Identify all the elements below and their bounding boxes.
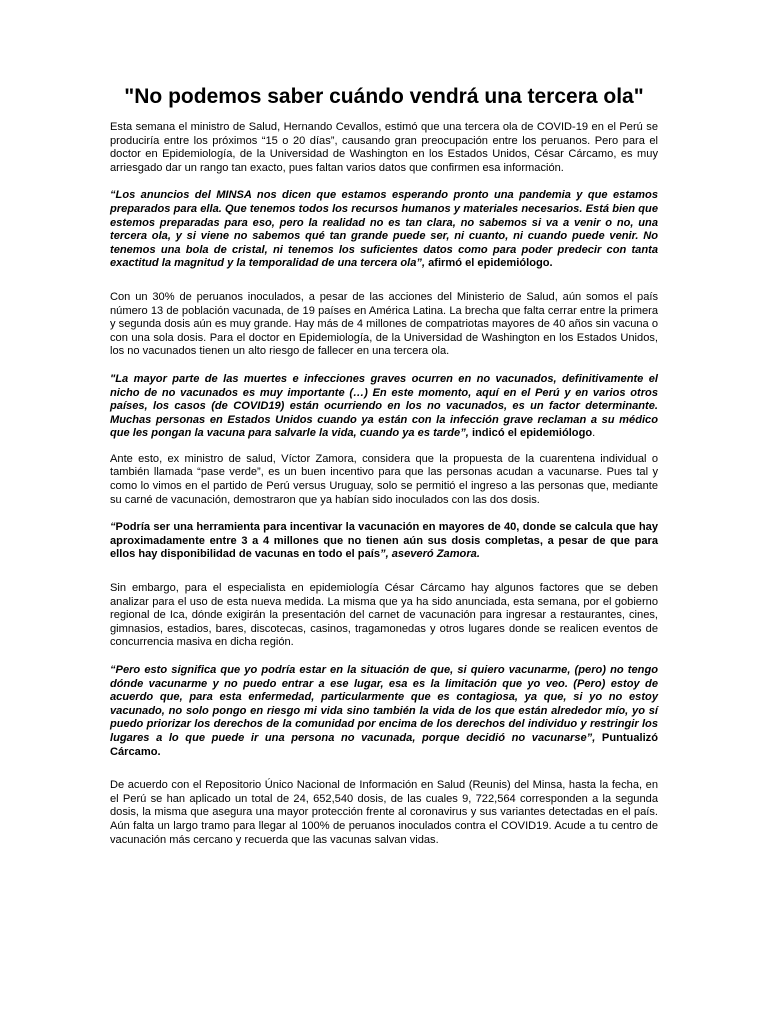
- paragraph-reunis: De acuerdo con el Repositorio Único Nacional de Información en Salud (Reunis) del Minsa, hasta la fecha, en el Perú se han aplicado un total de 24, 652,540 dosis, de las cuales 9, 722,564 corresponden a la segunda dosis, la misma que asegura una mayor protección frente al coronavirus y sus variantes detectadas en el país. Aún falta un largo tramo para llegar al 100% de peruanos inoculados contra el COVID19. Acude a tu centro de vacunación más cercano y recuerda que las vacunas salvan vidas.: [110, 779, 658, 846]
- quote-text: "La mayor parte de las muertes e infecciones graves ocurren en no vacunados, definitivamente el nicho de no vacunados es muy importante (…) En este momento, aquí en el Perú y en varios otros países, los casos (de COVID19) están ocurriendo en los no vacunados, es un factor determinante. Muchas personas en Estados Unidos cuando ya están con la infección grave reclaman a su médico que les pongan la vacuna para salvarle la vida, cuando ya es tarde”,: [110, 372, 658, 440]
- quote-end: .: [592, 427, 596, 440]
- paragraph-intro: Esta semana el ministro de Salud, Hernando Cevallos, estimó que una tercera ola de COVID-19 en el Perú se produciría entre los próximos “15 o 20 días”, causando gran preocupación entre los peruanos. Pero para el doctor en Epidemiología, de la Universidad de Washington en los Estados Unidos, César Cárcamo, es muy arriesgado dar un rango tan exacto, pues faltan varios datos que confirmen esa información.: [110, 121, 658, 174]
- quote-carcamo-1: [110, 189, 658, 271]
- quote-carcamo-3: [110, 664, 658, 759]
- quote-text: Podría ser una herramienta para incentivar la vacunación en mayores de 40, donde se calcula que hay aproximadamente entre 3 a 4 millones que no tienen aún sus dosis completas, a pesar de que para ellos hay disponibilidad de vacunas en todo el país: [110, 521, 658, 561]
- quote-attribution: ”, aseveró Zamora.: [380, 548, 480, 561]
- quote-attribution: indicó el epidemiólogo: [468, 427, 593, 440]
- quote-carcamo-2: [110, 373, 658, 441]
- quote-open-mark: “: [110, 521, 116, 534]
- paragraph-ica-measure: Sin embargo, para el especialista en epidemiología César Cárcamo hay algunos factores que se deben analizar para el uso de esta nueva medida. La misma que ya ha sido anunciada, esta semana, por el gobierno regional de Ica, dónde exigirán la presentación del carnet de vacunación para ingresar a restaurantes, cines, gimnasios, estadios, bares, discotecas, casinos, tragamonedas y otros lugares donde se realicen eventos de concurrencia masiva en dicha región.: [110, 582, 658, 649]
- quote-attribution: afirmó el epidemiólogo.: [425, 257, 553, 270]
- quote-attribution: Puntualizó Cárcamo.: [110, 731, 658, 758]
- quote-text: “Los anuncios del MINSA nos dicen que estamos esperando pronto una pandemia y que estamos preparados para ella. Que tenemos todos los recursos humanos y materiales necesarios. Está bien que estemos preparadas para eso, pero la realidad no es tan clara, no sabemos si va a venir o no, una tercera ola, y si viene no sabemos qué tan grande puede ser, ni cuanto, ni cuando puede venir. No tenemos una bola de cristal, ni tenemos los suficientes datos como para poder predecir con tanta exactitud la magnitud y la temporalidad de una tercera ola”,: [110, 189, 658, 270]
- paragraph-vaccination-stats: Con un 30% de peruanos inoculados, a pesar de las acciones del Ministerio de Salud, aún somos el país número 13 de población vacunada, de 19 países en América Latina. La brecha que falta cerrar entre la primera y segunda dosis aún es muy grande. Hay más de 4 millones de compatriotas mayores de 40 años sin vacuna o con una sola dosis. Para el doctor en Epidemiología, de la Universidad de Washington en los Estados Unidos, los no vacunados tienen un alto riesgo de fallecer en una tercera ola.: [110, 290, 658, 358]
- document-page: [110, 84, 658, 861]
- quote-zamora: [110, 521, 658, 562]
- quote-text: “Pero esto significa que yo podría estar en la situación de que, si quiero vacunarme, (pero) no tengo dónde vacunarme y no puedo entrar a ese lugar, esa es la limitación que yo veo. (Pero) estoy de acuerdo que, para esta enfermedad, particularmente que es contagiosa, ya que, si yo no estoy vacunado, no solo pongo en riesgo mi vida sino también la vida de los que están alrededor mío, yo sí puedo priorizar los derechos de la comunidad por encima de los derechos del individuo y restringir los lugares a lo que puede ir una persona no vacunada, porque decidió no vacunarse”,: [110, 664, 658, 744]
- paragraph-zamora: Ante esto, ex ministro de salud, Víctor Zamora, considera que la propuesta de la cuarentena individual o también llamada “pase verde”, es un buen incentivo para que las personas acudan a vacunarse. Pues tal y como lo vimos en el partido de Perú versus Uruguay, solo se permitió el ingreso a las personas que, mediante su carné de vacunación, demostraron que ya habían sido inoculados con las dos dosis.: [110, 452, 658, 506]
- article-title: "No podemos saber cuándo vendrá una tercera ola": [124, 85, 644, 108]
